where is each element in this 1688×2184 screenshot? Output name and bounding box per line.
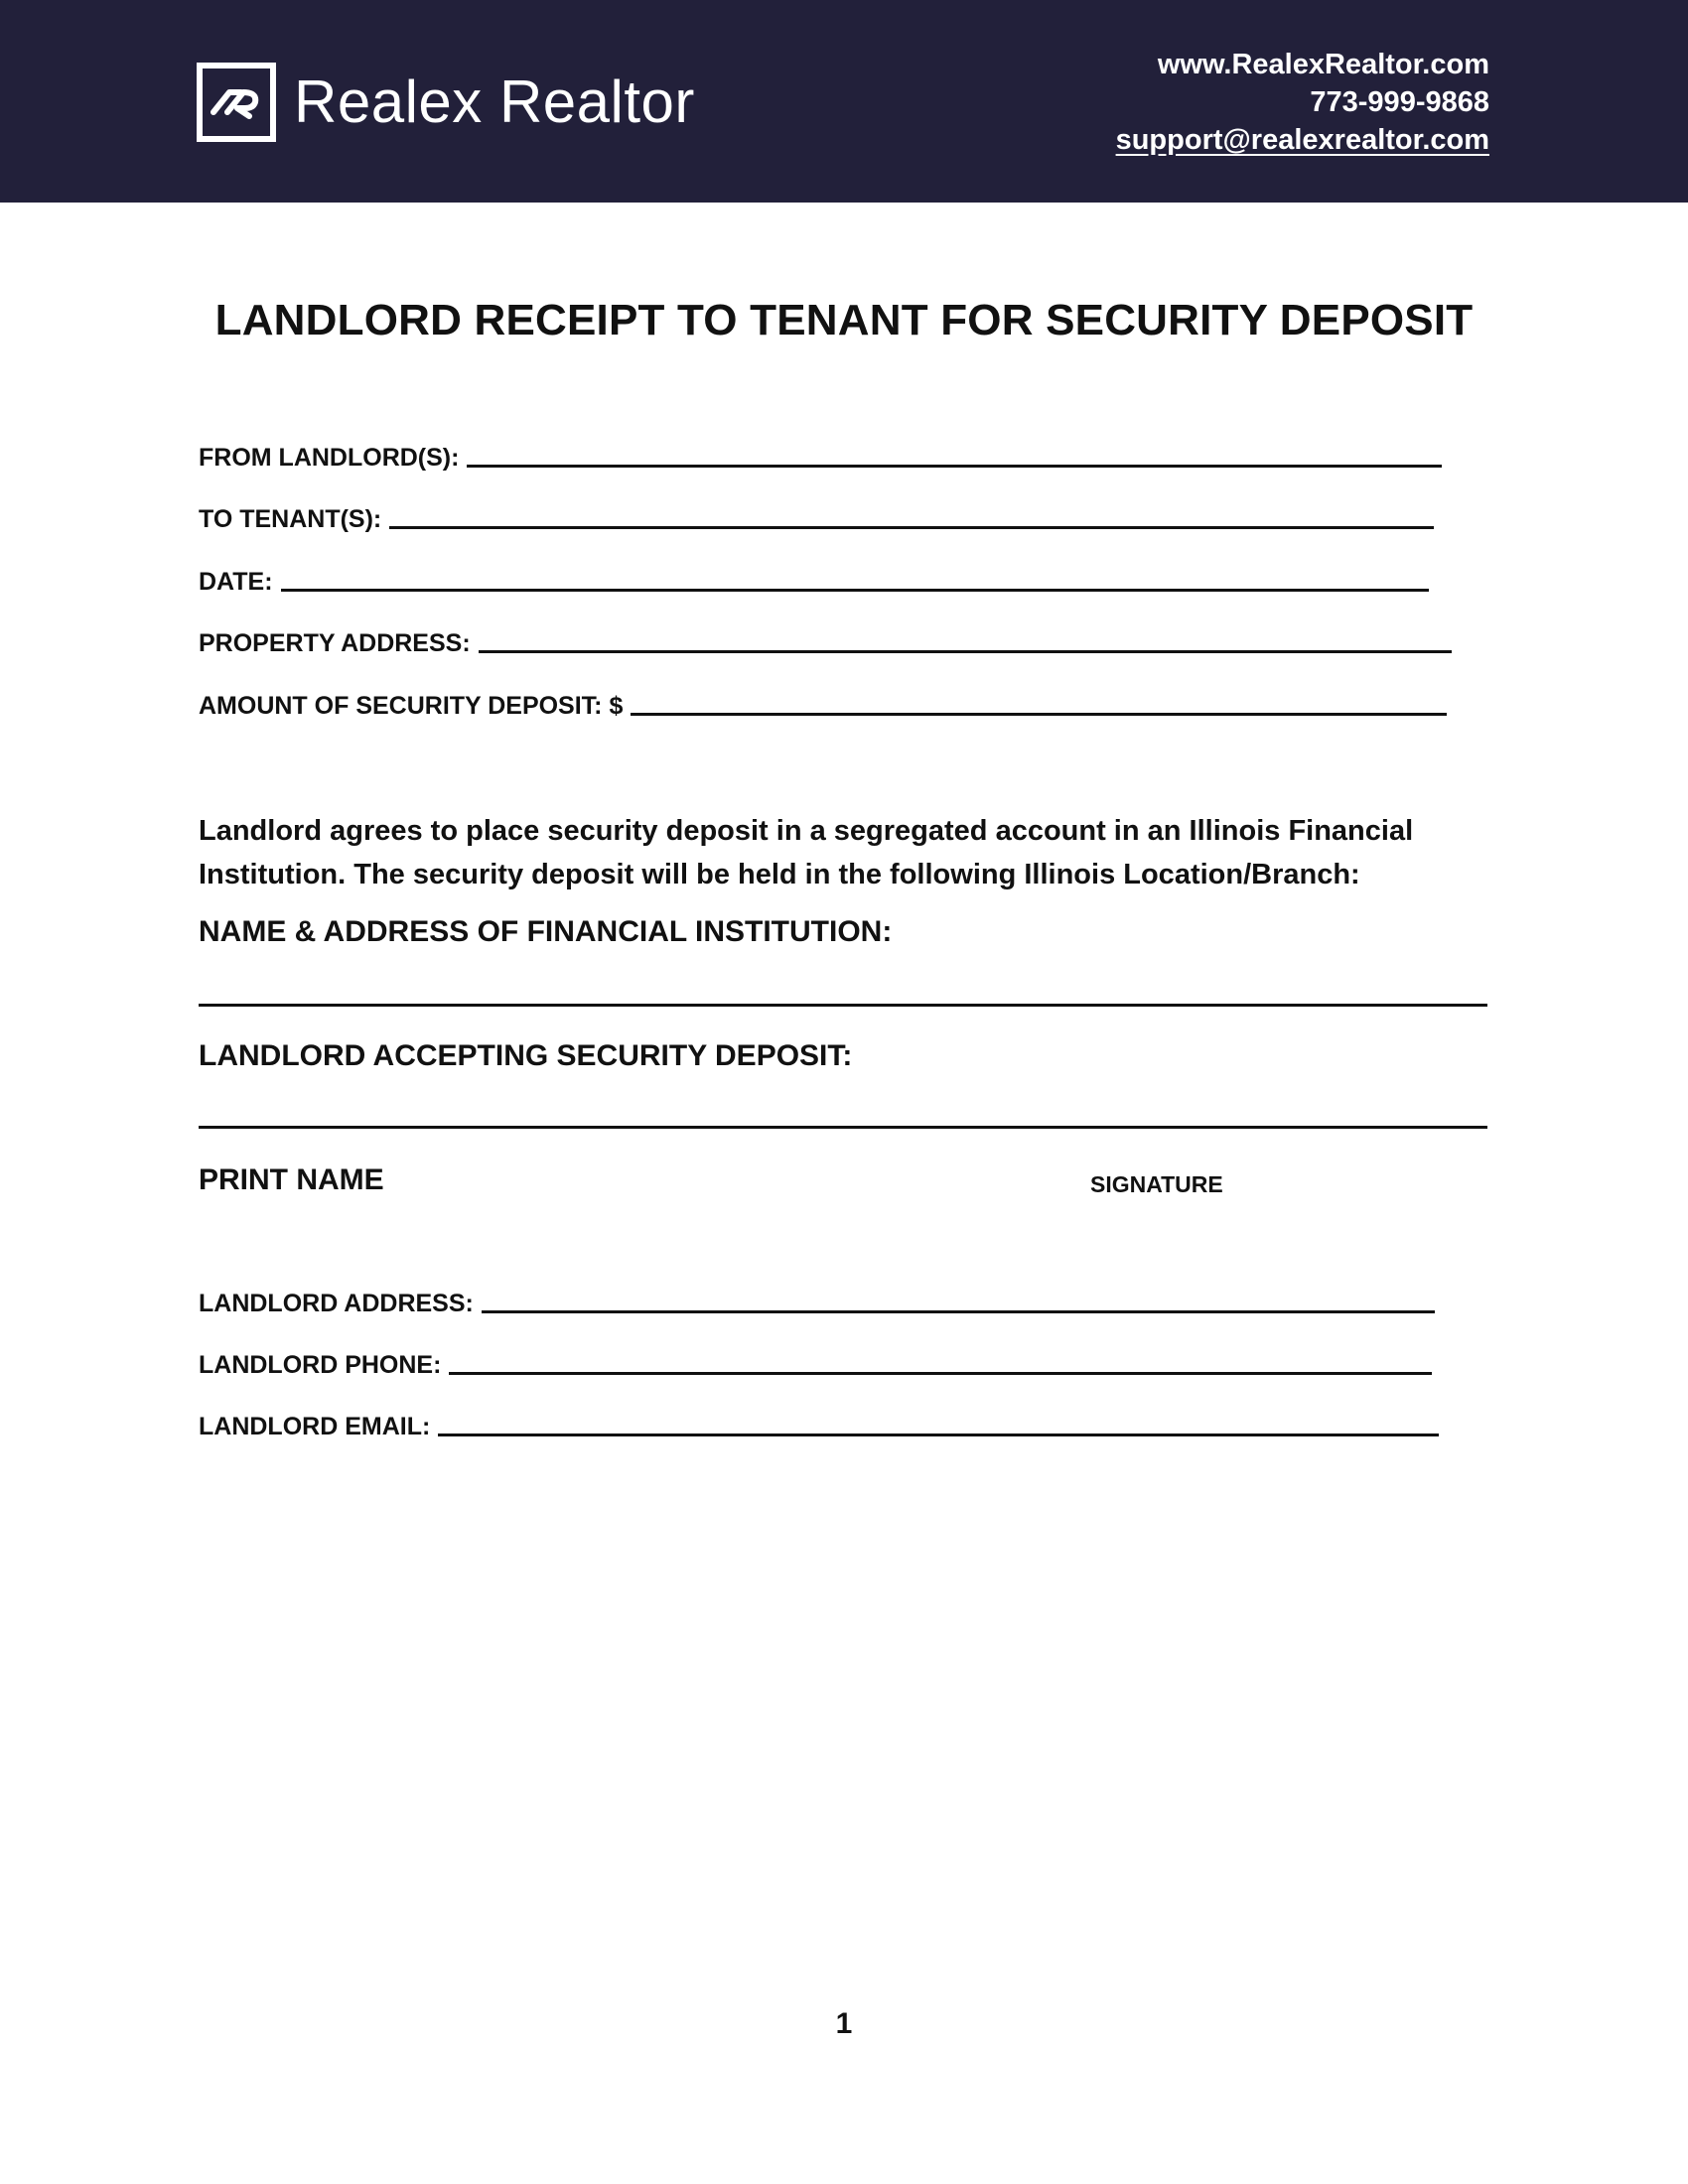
landlord-address-field: [199, 1285, 1435, 1318]
security-deposit-amount-field: [199, 687, 1447, 721]
to-tenants-field: [199, 500, 1434, 534]
document-title: LANDLORD RECEIPT TO TENANT FOR SECURITY DEPOSIT: [214, 296, 1474, 344]
landlord-address-line[interactable]: [482, 1310, 1435, 1313]
to-tenants-label: TO TENANT(S):: [199, 505, 382, 533]
property-address-field: [199, 624, 1452, 658]
from-landlords-line[interactable]: [467, 465, 1442, 468]
financial-institution-heading: NAME & ADDRESS OF FINANCIAL INSTITUTION:: [199, 915, 893, 948]
landlord-email-line[interactable]: [438, 1433, 1439, 1436]
from-landlords-field: [199, 439, 1442, 473]
property-address-label: PROPERTY ADDRESS:: [199, 629, 471, 657]
property-address-line[interactable]: [479, 650, 1452, 653]
to-tenants-line[interactable]: [389, 526, 1434, 529]
financial-institution-line[interactable]: [199, 1004, 1487, 1007]
contact-info: [1116, 46, 1489, 159]
page-header: [0, 0, 1688, 203]
logo-icon: [197, 63, 276, 142]
logo: [197, 60, 695, 145]
landlord-phone-line[interactable]: [449, 1372, 1432, 1375]
email-link[interactable]: support@realexrealtor.com: [1115, 124, 1489, 156]
landlord-email-field: [199, 1408, 1439, 1441]
page-number: 1: [835, 2007, 853, 2040]
phone-number: 773-999-9868: [1310, 86, 1489, 118]
landlord-phone-label: LANDLORD PHONE:: [199, 1351, 442, 1379]
security-deposit-amount-line[interactable]: [631, 713, 1447, 716]
logo-text: Realex Realtor: [294, 68, 695, 135]
date-field: [199, 563, 1429, 597]
landlord-email-label: LANDLORD EMAIL:: [199, 1413, 431, 1440]
print-name-signature-line[interactable]: [199, 1126, 1487, 1129]
signature-label: SIGNATURE: [1090, 1171, 1223, 1197]
print-name-label: PRINT NAME: [199, 1163, 384, 1196]
date-line[interactable]: [281, 589, 1429, 592]
deposit-agreement-paragraph: Landlord agrees to place security deposit in a segregated account in an Illinois Financial Institution. The security deposit will be held in the following Illinois Location/Branch:: [199, 815, 1414, 890]
landlord-phone-field: [199, 1346, 1432, 1380]
landlord-accepting-heading: LANDLORD ACCEPTING SECURITY DEPOSIT:: [199, 1039, 853, 1072]
security-deposit-amount-label: AMOUNT OF SECURITY DEPOSIT: $: [199, 692, 624, 720]
website-link[interactable]: www.RealexRealtor.com: [1157, 49, 1489, 80]
landlord-address-label: LANDLORD ADDRESS:: [199, 1290, 474, 1317]
from-landlords-label: FROM LANDLORD(S):: [199, 444, 460, 472]
date-label: DATE:: [199, 568, 273, 596]
